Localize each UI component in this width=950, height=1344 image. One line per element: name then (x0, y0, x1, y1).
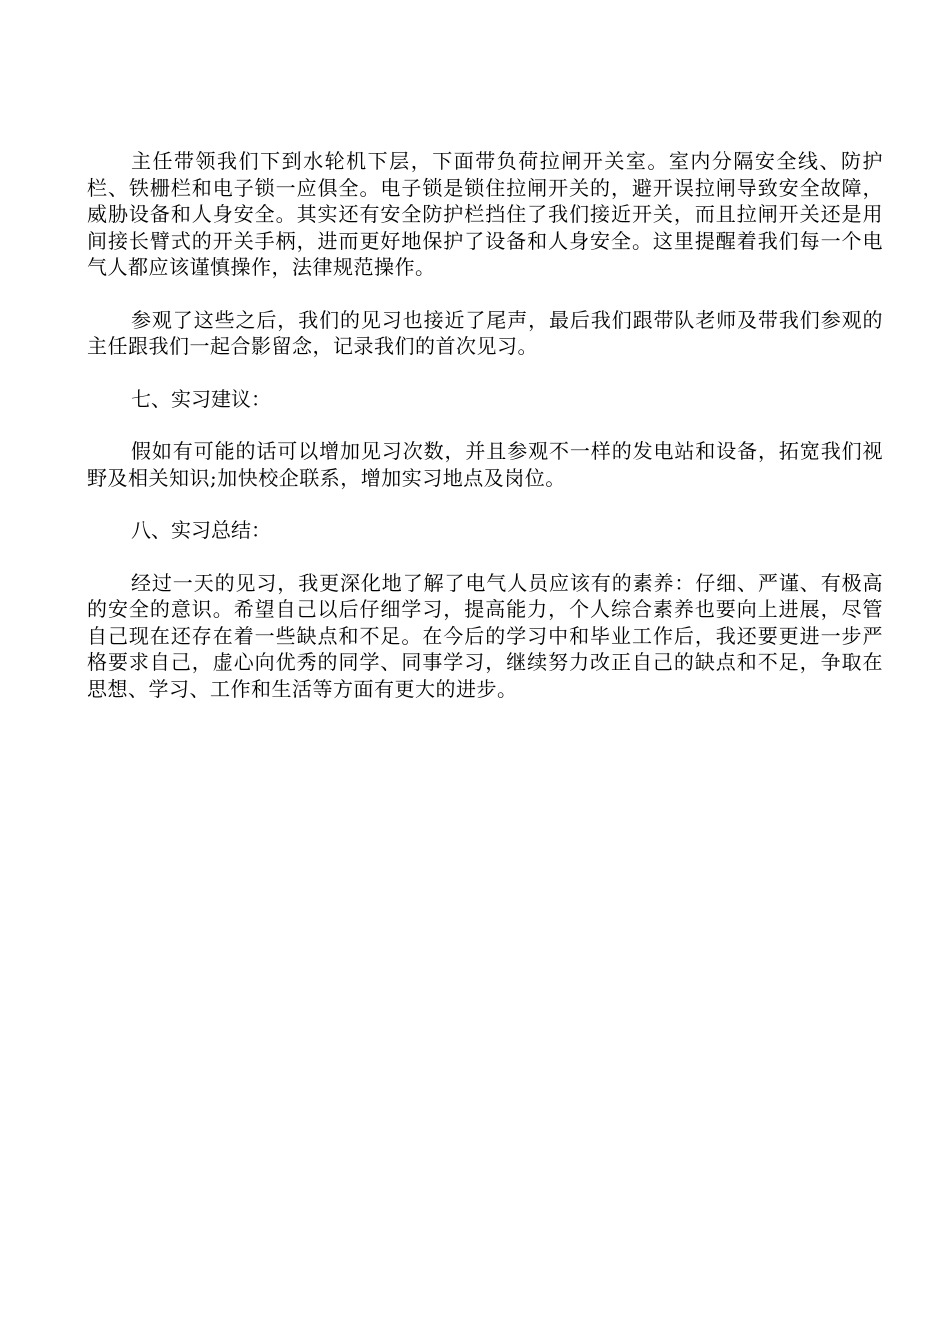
paragraph-summary: 经过一天的见习，我更深化地了解了电气人员应该有的素养：仔细、严谨、有极高的安全的意识。希望自己以后仔细学习，提高能力，个人综合素养也要向上进展，尽管自己现在还存在着一些缺点和不足。在今后的学习中和毕业工作后，我还要更进一步严格要求自己，虚心向优秀的同学、同事学习，继续努力改正自己的缺点和不足，争取在思想、学习、工作和生活等方面有更大的进步。 (87, 570, 883, 701)
section-heading-suggestions: 七、实习建议： (131, 386, 271, 411)
paragraph-visit-end: 参观了这些之后，我们的见习也接近了尾声，最后我们跟带队老师及带我们参观的主任跟我们一起合影留念，记录我们的首次见习。 (87, 307, 883, 358)
paragraph-safety-equipment: 主任带领我们下到水轮机下层，下面带负荷拉闸开关室。室内分隔安全线、防护栏、铁栅栏和电子锁一应俱全。电子锁是锁住拉闸开关的，避开误拉闸导致安全故障，威胁设备和人身安全。其实还有安全防护栏挡住了我们接近开关，而且拉闸开关还是用间接长臂式的开关手柄，进而更好地保护了设备和人身安全。这里提醒着我们每一个电气人都应该谨慎操作，法律规范操作。 (87, 149, 883, 279)
document-page (87, 148, 883, 728)
paragraph-suggestions: 假如有可能的话可以增加见习次数，并且参观不一样的发电站和设备，拓宽我们视野及相关知识;加快校企联系，增加实习地点及岗位。 (87, 439, 883, 490)
section-heading-summary: 八、实习总结： (131, 518, 271, 542)
